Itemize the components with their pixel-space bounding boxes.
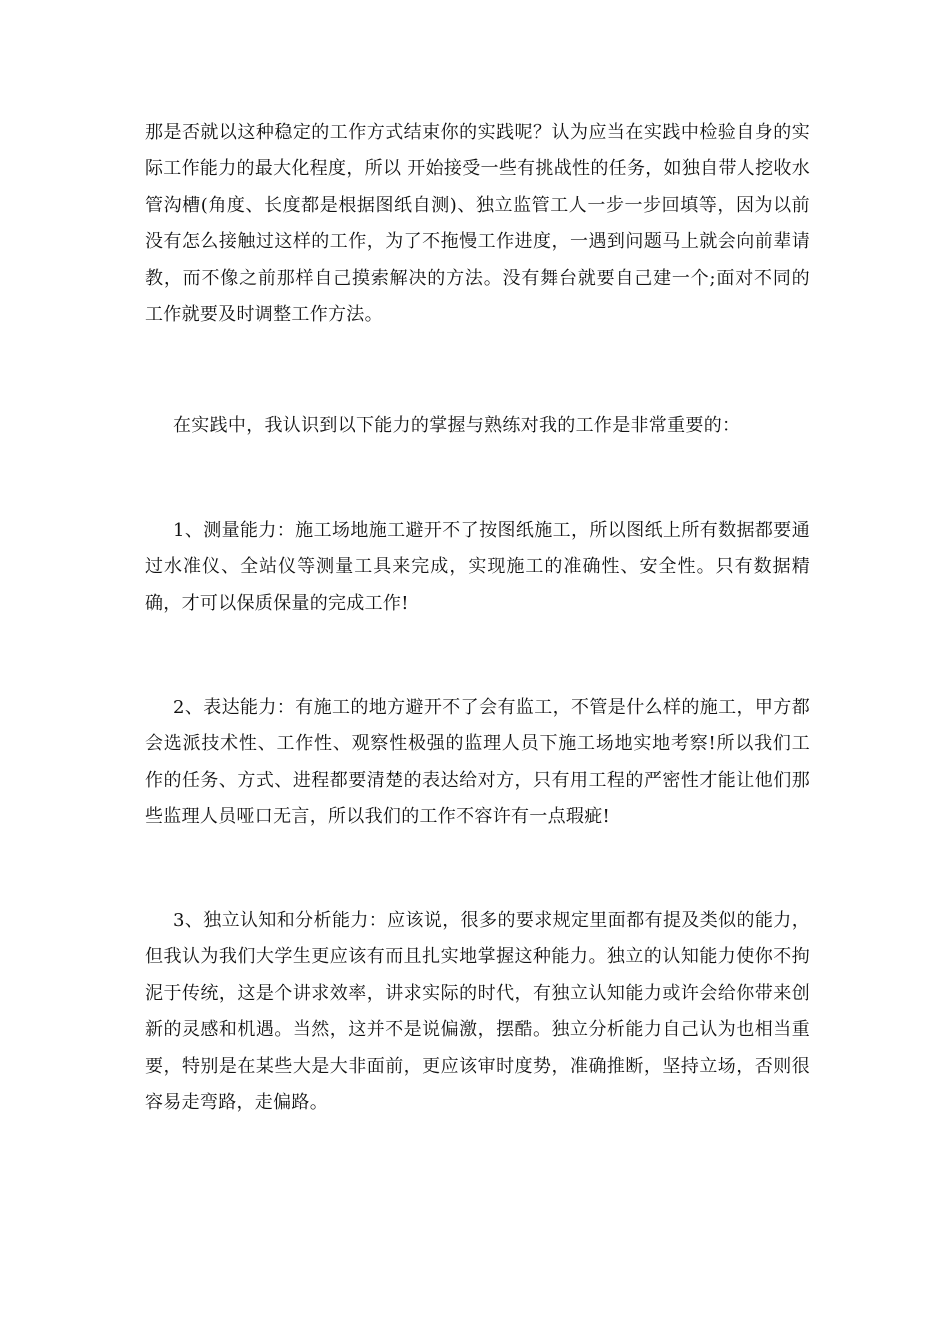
paragraph-expression-ability: 2、表达能力：有施工的地方避开不了会有监工，不管是什么样的施工，甲方都会选派技术性、工作性、观察性极强的监理人员下施工场地实地考察!所以我们工作的任务、方式、进程都要清楚的表达给对方，只有用工程的严密性才能让他们那些监理人员哑口无言，所以我们的工作不容许有一点瑕疵! bbox=[145, 697, 810, 828]
paragraph-abilities-intro: 在实践中，我认识到以下能力的掌握与熟练对我的工作是非常重要的： bbox=[173, 415, 741, 436]
paragraph-practice-challenge: 那是否就以这种稳定的工作方式结束你的实践呢？认为应当在实践中检验自身的实际工作能力的最大化程度，所以 开始接受一些有挑战性的任务，如独自带人挖收水管沟槽(角度、长度都是根据图纸自测)、独立监管工人一步一步回填等，因为以前没有怎么接触过这样的工作，为了不拖慢工作进度，一遇到问题马上就会向前辈请教，而不像之前那样自己摸索解决的方法。没有舞台就要自己建一个;面对不同的工作就要及时调整工作方法。 bbox=[145, 122, 810, 326]
paragraph-measurement-ability: 1、测量能力：施工场地施工避开不了按图纸施工，所以图纸上所有数据都要通过水准仪、全站仪等测量工具来完成，实现施工的准确性、安全性。只有数据精确，才可以保质保量的完成工作! bbox=[145, 520, 810, 614]
paragraph-independent-analysis-ability: 3、独立认知和分析能力：应该说，很多的要求规定里面都有提及类似的能力，但我认为我们大学生更应该有而且扎实地掌握这种能力。独立的认知能力使你不拘泥于传统，这是个讲求效率，讲求实际的时代，有独立认知能力或许会给你带来创新的灵感和机遇。当然，这并不是说偏激，摆酷。独立分析能力自己认为也相当重要，特别是在某些大是大非面前，更应该审时度势，准确推断，坚持立场，否则很容易走弯路，走偏路。 bbox=[145, 910, 810, 1114]
